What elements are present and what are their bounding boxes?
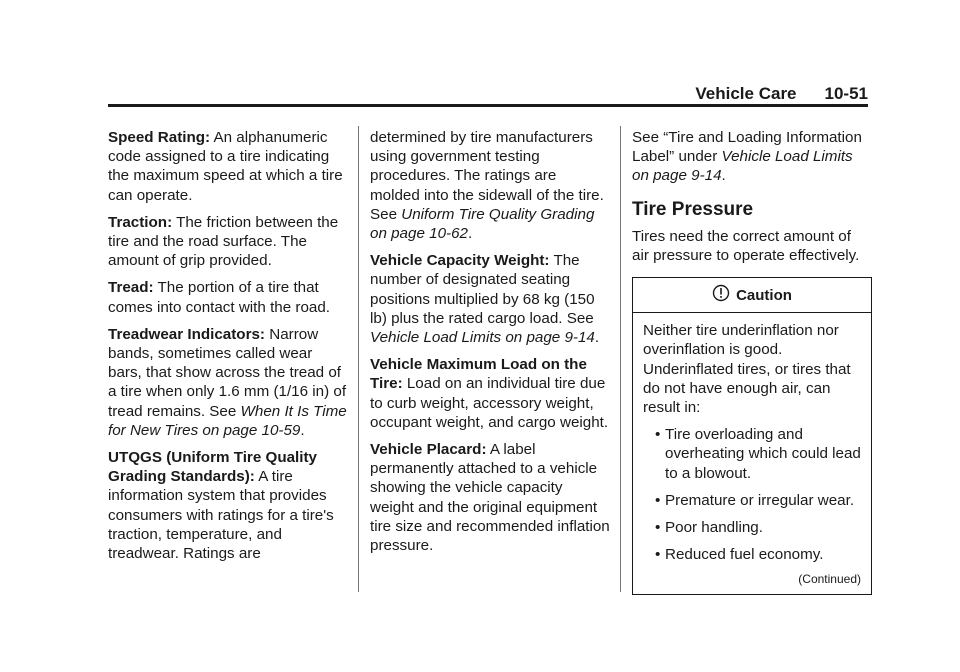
punct: . <box>721 167 726 185</box>
term: UTQGS (Uniform Tire Quality Grading Standards): <box>108 449 317 486</box>
definition-text: An alphanumeric code assigned to a tire indicating the maximum speed at which a tire can operate. <box>108 129 343 204</box>
cross-reference[interactable]: When It Is Time for New Tires on page 10-59 <box>108 402 347 439</box>
intro-paragraph: Tires need the correct amount of air pressure to operate effectively. <box>632 227 860 265</box>
page-header <box>108 84 868 106</box>
caution-title: Caution <box>736 286 792 304</box>
definition-max-load <box>370 355 610 432</box>
definition-speed-rating <box>108 128 348 205</box>
caution-box <box>632 277 872 594</box>
definition-text: The number of designated seating positions multiplied by 68 kg (150 lb) plus the rated cargo load. See <box>370 252 595 327</box>
section-heading: Tire Pressure <box>632 198 754 220</box>
definition-text: The friction between the tire and the road surface. The amount of grip provided. <box>108 213 339 270</box>
section-title: Vehicle Care <box>695 84 797 103</box>
cross-reference[interactable]: Uniform Tire Quality Grading on page 10-62 <box>370 205 595 243</box>
cross-reference[interactable]: Vehicle Load Limits on page 9-14 <box>370 329 595 347</box>
term: Treadwear Indicators: <box>108 325 265 343</box>
caution-body <box>633 313 871 593</box>
definition-utqgs <box>108 448 348 563</box>
list-item: • Tire overloading and overheating which could lead to a blowout. <box>643 425 861 483</box>
punct: . <box>300 421 305 439</box>
column-3 <box>632 128 872 595</box>
list-item: • Premature or irregular wear. <box>643 491 861 510</box>
header-rule <box>108 104 868 107</box>
caution-header <box>633 278 871 313</box>
definition-text: Load on an individual tire due to curb weight, accessory weight, occupant weight, and cargo weight. <box>370 375 609 431</box>
text: See “Tire and Loading Information Label” under <box>632 129 862 166</box>
term: Vehicle Maximum Load on the Tire: <box>370 356 587 393</box>
column-divider <box>358 126 359 592</box>
see-reference <box>632 128 872 186</box>
definition-tread <box>108 278 348 316</box>
definition-capacity-weight <box>370 251 610 347</box>
definition-treadwear <box>108 325 348 440</box>
term: Vehicle Placard: <box>370 441 487 459</box>
definition-text: A label permanently attached to a vehicle showing the vehicle capacity weight and the original equipment tire size and recommended inflation pressure. <box>370 441 610 555</box>
term: Vehicle Capacity Weight: <box>370 252 550 270</box>
term: Tread: <box>108 279 154 297</box>
column-divider <box>620 126 621 592</box>
cross-reference[interactable]: Vehicle Load Limits on page 9-14 <box>632 148 853 185</box>
definition-placard <box>370 440 610 555</box>
list-item: • Poor handling. <box>643 518 861 537</box>
continued-label: (Continued) <box>798 572 861 587</box>
definition-text: The portion of a tire that comes into contact with the road. <box>108 279 331 316</box>
caution-list <box>643 425 861 564</box>
term: Speed Rating: <box>108 129 211 146</box>
punct: . <box>467 225 473 243</box>
term: Traction: <box>108 213 173 231</box>
definition-text: determined by tire manufacturers using government testing procedures. The ratings are molded into the sidewall of the tire. See <box>370 129 604 223</box>
definition-text: Narrow bands, sometimes called wear bars, that show across the tread of a tire when only 1.6 mm (1/16 in) of tread remains. See <box>108 325 347 420</box>
column-2 <box>370 128 610 563</box>
definition-utqgs-continued <box>370 128 610 243</box>
warning-icon <box>712 284 736 307</box>
definition-text: A tire information system that provides consumers with ratings for a tire's traction, temperature, and treadwear. Ratings are <box>108 468 334 563</box>
punct: . <box>594 329 600 347</box>
page-number: 10-51 <box>824 84 868 103</box>
definition-traction <box>108 213 348 271</box>
caution-text: Neither tire underinflation nor overinflation is good. Underinflated tires, or tires that do not have enough air, can result in: <box>643 322 851 417</box>
list-item: • Reduced fuel economy. <box>643 545 861 564</box>
column-1 <box>108 128 348 571</box>
